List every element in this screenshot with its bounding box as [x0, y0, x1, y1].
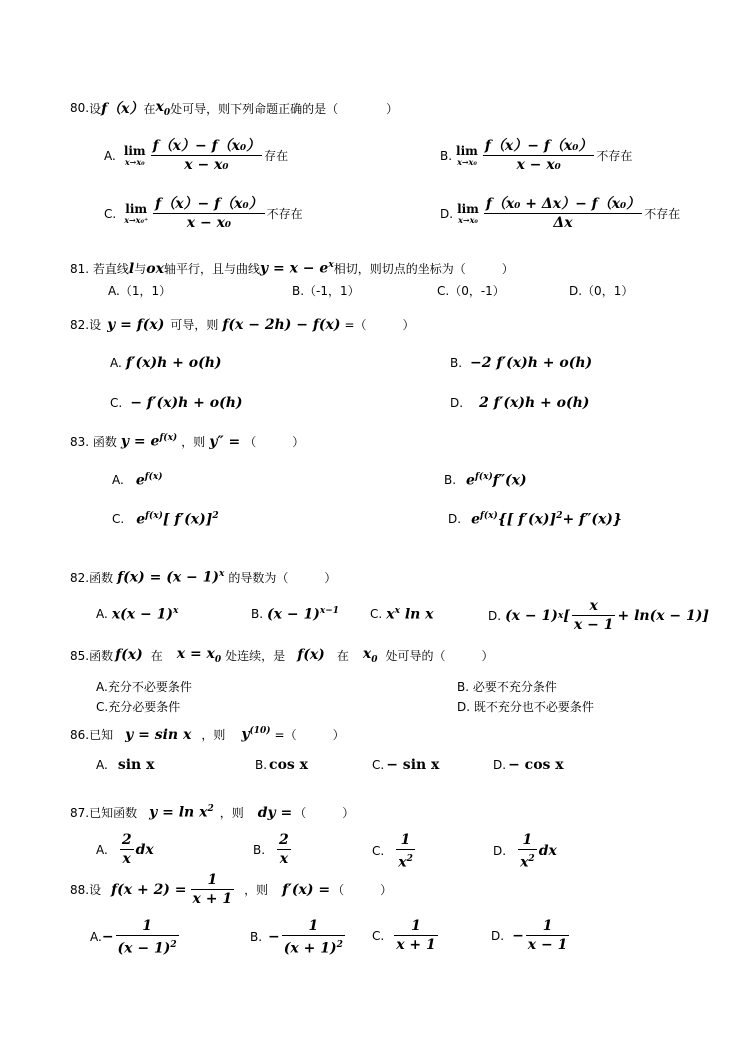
fraction: $\frac{2}{x}$ [279, 832, 289, 867]
fraction: $\frac{1}{(x - 1)^2}$ [117, 918, 177, 957]
fraction: $\frac{1}{x - 1}$ [527, 918, 568, 953]
q88-option-a[interactable]: A. − $\frac{1}{(x - 1)^2}$ [90, 918, 177, 957]
question-81-stem: 81. 若直线 l 与 ox 轴平行，且与曲线 $y = x - e^x$ 相切，则切点的坐标为（ ） [70, 260, 514, 277]
question-83-stem: 83. 函数 $y = e^{f(x)}$ ，则 y″ = （ ） [70, 433, 305, 450]
q83-option-c[interactable]: C. $e^{f(x)}$[ f′(x)]$^2$ [112, 511, 219, 528]
q87-option-b[interactable]: B. $\frac{2}{x}$ [253, 832, 289, 867]
limit-operator: lim x→x₀ [456, 143, 478, 167]
fraction: $\frac{\text{f（x₀ + Δx）− f（x₀）}}{\Delta x}$ [485, 196, 641, 231]
q82-option-c[interactable]: C. − f′(x)h + o(h) [110, 395, 243, 411]
fraction: $\frac{1}{(x + 1)^2}$ [283, 918, 343, 957]
q83-option-d[interactable]: D. $e^{f(x)}${[ f′(x)]$^2$+ f″(x)} [448, 511, 622, 528]
q87-option-d[interactable]: D. $\frac{1}{x^2}$ dx [493, 832, 557, 871]
fraction: $\frac{1}{x^2}$ [520, 832, 535, 871]
q82b-option-a[interactable]: A. $x(x - 1)^x$ [96, 606, 179, 623]
fraction: $\frac{1}{x + 1}$ [396, 918, 436, 953]
question-80-stem: 80. 设 f（x） 在 $x_0$ 处可导，则下列命题正确的是（ ） [70, 98, 399, 118]
fraction: $\frac{2}{x}$ [121, 832, 132, 867]
q81-option-a[interactable]: A.（1，1） [108, 284, 172, 298]
q87-option-c[interactable]: C. $\frac{1}{x^2}$ [372, 832, 413, 871]
q80-option-c[interactable]: C. lim x→x₀⁺ $\frac{\text{f（x）− f（x₀）}}{\text{x − x₀}}$ 不存在 [104, 196, 303, 231]
q82-option-b[interactable]: B. −2 f′(x)h + o(h) [450, 355, 593, 371]
fraction: $\frac{\text{f（x）− f（x₀）}}{\text{x − x₀}}$ [152, 138, 261, 173]
q83-option-a[interactable]: A. $e^{f(x)}$ [112, 472, 163, 489]
q81-option-d[interactable]: D.（0，1） [569, 284, 634, 298]
q82-option-d[interactable]: D. 2 f′(x)h + o(h) [450, 395, 590, 411]
q85-option-d[interactable]: D. 既不充分也不必要条件 [457, 700, 594, 714]
q88-option-b[interactable]: B. − $\frac{1}{(x + 1)^2}$ [250, 918, 343, 957]
q81-option-b[interactable]: B.（-1，1） [292, 284, 360, 298]
q81-option-c[interactable]: C.（0，-1） [437, 284, 505, 298]
q82-option-a[interactable]: A. f′(x)h + o(h) [110, 355, 222, 371]
question-85-stem: 85.函数 f(x) 在 $x = x_0$ 处连续，是 f(x) 在 $x_0$ 处可导的（ ） [70, 646, 494, 665]
fraction: $\frac{\text{f（x）− f（x₀）}}{\text{x − x₀}}$ [484, 138, 593, 173]
fraction: $\frac{x}{x - 1}$ [573, 598, 614, 633]
q86-option-a[interactable]: A. sin x [96, 757, 155, 773]
q82b-option-d[interactable]: D. (x − 1) x [ $\frac{x}{x - 1}$ + ln(x − 1)] [488, 598, 710, 633]
q85-option-b[interactable]: B. 必要不充分条件 [457, 680, 557, 694]
q85-option-c[interactable]: C.充分必要条件 [96, 700, 181, 714]
q80-option-b[interactable]: B. lim x→x₀ $\frac{\text{f（x）− f（x₀）}}{\text{x − x₀}}$ 不存在 [440, 138, 633, 173]
q86-option-b[interactable]: B. cos x [255, 757, 309, 773]
q86-option-c[interactable]: C. − sin x [372, 757, 440, 773]
q80-option-a[interactable]: A. lim x→x₀ $\frac{\text{f（x）− f（x₀）}}{\text{x − x₀}}$ 存在 [104, 138, 289, 173]
question-number: 80. [70, 101, 90, 115]
q82b-option-b[interactable]: B. $(x - 1)^{x-1}$ [251, 606, 340, 623]
question-87-stem: 87.已知函数 $y = \ln x^2$ ，则 dy = （ ） [70, 804, 355, 821]
limit-operator: lim x→x₀ [457, 201, 479, 225]
q87-option-a[interactable]: A. $\frac{2}{x}$ dx [96, 832, 154, 867]
fraction: $\frac{\text{f（x）− f（x₀）}}{\text{x − x₀}}$ [155, 196, 263, 231]
fraction: $\frac{1}{x + 1}$ [192, 872, 233, 907]
question-82-stem: 82.设 y = f(x) 可导，则 f(x − 2h) − f(x) =（ ） [70, 316, 415, 333]
fraction: $\frac{1}{x^2}$ [398, 832, 413, 871]
q86-option-d[interactable]: D. − cos x [493, 757, 564, 773]
question-82b-stem: 82.函数 $f(x) = (x - 1)^x$ 的导数为（ ） [70, 569, 337, 586]
q83-option-b[interactable]: B. $e^{f(x)}f''(x)$ [444, 472, 527, 489]
question-86-stem: 86.已知 y = sin x ，则 $y^{(10)}$ =（ ） [70, 726, 345, 743]
q82b-option-c[interactable]: C. $x^x$ ln x [370, 606, 434, 623]
q88-option-c[interactable]: C. $\frac{1}{x + 1}$ [372, 918, 436, 953]
q85-option-a[interactable]: A.充分不必要条件 [96, 680, 192, 694]
limit-operator: lim x→x₀⁺ [124, 201, 149, 225]
q88-option-d[interactable]: D. − $\frac{1}{x - 1}$ [491, 918, 568, 953]
question-88-stem: 88.设 f(x + 2) = $\frac{1}{x + 1}$ ，则 f′(x) = （ ） [70, 872, 393, 907]
q80-option-d[interactable]: D. lim x→x₀ $\frac{\text{f（x₀ + Δx）− f（x₀）}}{\Delta x}$ 不存在 [440, 196, 681, 231]
limit-operator: lim x→x₀ [123, 143, 146, 167]
